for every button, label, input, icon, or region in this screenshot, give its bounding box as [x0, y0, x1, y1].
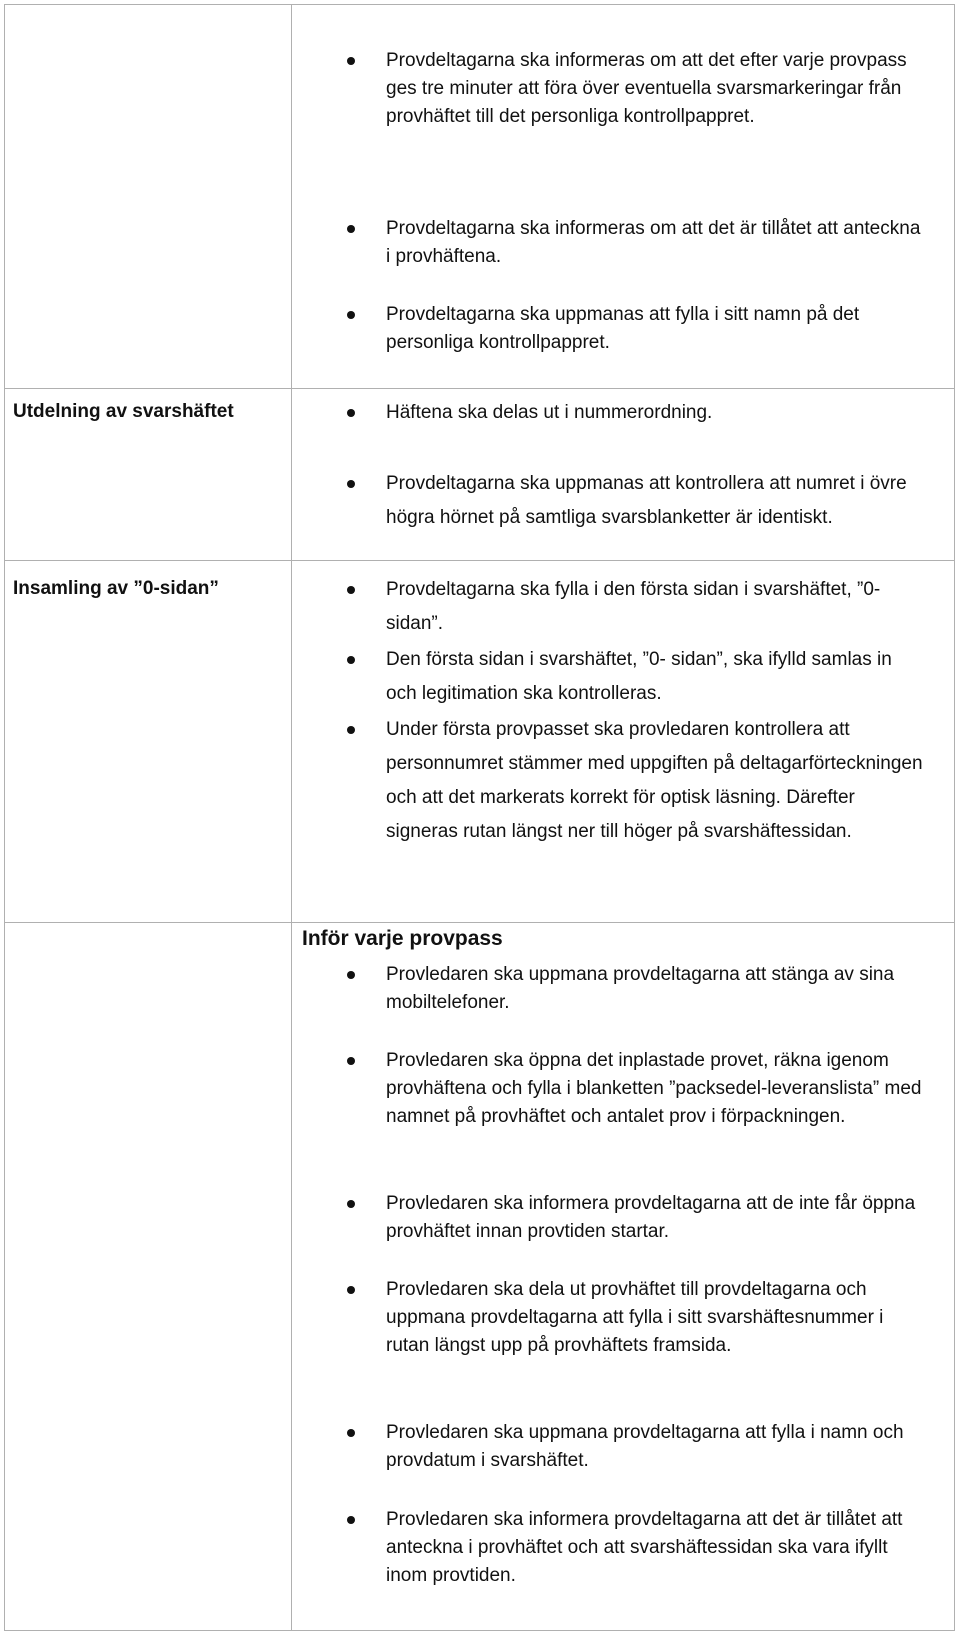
bullet-icon [347, 225, 355, 233]
list-item: Provledaren ska öppna det inplastade provet, räkna igenom provhäftena och fylla i blanketten ”packsedel-leveranslista” med namnet på provhäftet och antalet prov i förpackningen. [386, 1050, 922, 1127]
bullet-icon [347, 656, 355, 664]
row-divider [4, 922, 955, 923]
list-item: Häftena ska delas ut i nummerordning. [386, 402, 713, 423]
table-border-top [4, 4, 955, 5]
list-item: Provdeltagarna ska uppmanas att fylla i sitt namn på det personliga kontrollpappret. [386, 304, 860, 353]
bullet-icon [347, 311, 355, 319]
list-item: Provledaren ska informera provdeltagarna att det är tillåtet att anteckna i provhäftet och att svarshäftessidan ska vara ifyllt inom provtiden. [386, 1509, 903, 1586]
row-divider [4, 388, 955, 389]
list-item: Provledaren ska informera provdeltagarna att de inte får öppna provhäftet innan provtiden startar. [386, 1193, 916, 1242]
bullet-icon [347, 409, 355, 417]
bullet-icon [347, 480, 355, 488]
bullet-icon [347, 586, 355, 594]
bullet-icon [347, 57, 355, 65]
row-label: Utdelning av svarshäftet [13, 401, 234, 422]
table-border-bottom [4, 1630, 955, 1631]
table-border-right [954, 4, 955, 1631]
list-item: Provdeltagarna ska informeras om att det är tillåtet att anteckna i provhäftena. [386, 218, 921, 267]
row-divider [4, 560, 955, 561]
section-heading: Inför varje provpass [302, 927, 503, 950]
bullet-icon [347, 1057, 355, 1065]
list-item: Provdeltagarna ska fylla i den första sidan i svarshäftet, ”0-sidan”. [386, 579, 881, 634]
list-item: Under första provpasset ska provledaren kontrollera att personnumret stämmer med uppgiften på deltagarförteckningen och att det markerats korrekt för optisk läsning. Därefter signeras rutan längst ner till höger på svarshäftessidan. [386, 719, 923, 842]
bullet-icon [347, 971, 355, 979]
list-item: Provdeltagarna ska informeras om att det efter varje provpass ges tre minuter att föra över eventuella svarsmarkeringar från provhäftet till det personliga kontrollpappret. [386, 50, 907, 127]
bullet-icon [347, 1516, 355, 1524]
list-item: Provdeltagarna ska uppmanas att kontrollera att numret i övre högra hörnet på samtliga svarsblanketter är identiskt. [386, 473, 907, 528]
list-item: Provledaren ska dela ut provhäftet till provdeltagarna och uppmana provdeltagarna att fylla i sitt svarshäftesnummer i rutan längst upp på provhäftets framsida. [386, 1279, 884, 1356]
bullet-icon [347, 1286, 355, 1294]
list-item: Provledaren ska uppmana provdeltagarna att fylla i namn och provdatum i svarshäftet. [386, 1422, 904, 1471]
list-item: Den första sidan i svarshäftet, ”0- sidan”, ska ifylld samlas in och legitimation ska kontrolleras. [386, 649, 892, 704]
bullet-icon [347, 1200, 355, 1208]
table-border-left [4, 4, 5, 1631]
column-divider [291, 4, 292, 1631]
bullet-icon [347, 1429, 355, 1437]
bullet-icon [347, 726, 355, 734]
list-item: Provledaren ska uppmana provdeltagarna att stänga av sina mobiltelefoner. [386, 964, 895, 1013]
row-label: Insamling av ”0-sidan” [13, 578, 219, 599]
